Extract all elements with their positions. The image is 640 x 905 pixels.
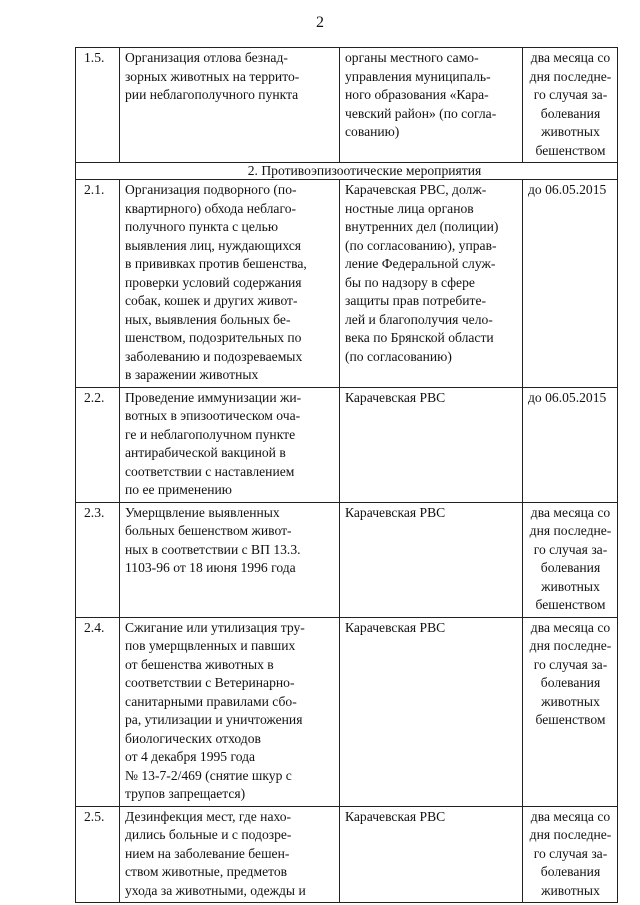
- table-row: [76, 387, 618, 502]
- action-cell: Умерщвление выявленных больных бешенством живот- ных в соответствии с ВП 13.3. 1103-96 от 18 июня 1996 года: [120, 502, 340, 617]
- action-cell: Организация подворного (по- квартирного) обхода неблаго- получного пункта с целью выявления лиц, нуждающихся в прививках против бешенства, проверки условий содержания собак, кошек и других живот- ных, выявления больных бе- шенством, подозрительных по заболеванию и подозреваемых в заражении животных: [120, 180, 340, 388]
- row-number: 1.5.: [76, 48, 120, 163]
- action-cell: Организация отлова безнад- зорных животных на террито- рии неблагополучного пункта: [120, 48, 340, 163]
- row-number: 2.3.: [76, 502, 120, 617]
- table-row: [76, 502, 618, 617]
- executor-cell: Карачевская РВС: [340, 502, 523, 617]
- executor-cell: Карачевская РВС: [340, 806, 523, 903]
- section-row: [76, 163, 618, 180]
- term-cell: два месяца со дня последне- го случая за- болевания животных бешенством: [523, 617, 618, 806]
- term-cell: до 06.05.2015: [523, 180, 618, 388]
- page-number: 2: [316, 14, 324, 31]
- executor-cell: органы местного само- управления муниципаль- ного образования «Кара- чевский район» (по согла- сованию): [340, 48, 523, 163]
- action-cell: Проведение иммунизации жи- вотных в эпизоотическом оча- ге и неблагополучном пункте антирабической вакциной в соответствии с наставлением по ее применению: [120, 387, 340, 502]
- measures-table: [75, 47, 618, 903]
- table-row: [76, 180, 618, 388]
- term-cell: два месяца со дня последне- го случая за- болевания животных бешенством: [523, 502, 618, 617]
- term-cell: два месяца со дня последне- го случая за- болевания животных: [523, 806, 618, 903]
- action-cell: Сжигание или утилизация тру- пов умерщвленных и павших от бешенства животных в соответствии с Ветеринарно- санитарными правилами сбо- ра, утилизации и уничтожения биологических отходов от 4 декабря 1995 года № 13-7-2/469 (снятие шкур с трупов запрещается): [120, 617, 340, 806]
- table-row: [76, 806, 618, 903]
- executor-cell: Карачевская РВС: [340, 387, 523, 502]
- table-row: [76, 617, 618, 806]
- term-cell: два месяца со дня последне- го случая за- болевания животных бешенством: [523, 48, 618, 163]
- term-cell: до 06.05.2015: [523, 387, 618, 502]
- row-number: 2.5.: [76, 806, 120, 903]
- section-title: 2. Противоэпизоотические мероприятия: [76, 163, 618, 180]
- action-cell: Дезинфекция мест, где нахо- дились больные и с подозре- нием на заболевание бешен- ством животные, предметов ухода за животными, одежды и: [120, 806, 340, 903]
- executor-cell: Карачевская РВС: [340, 617, 523, 806]
- row-number: 2.4.: [76, 617, 120, 806]
- table-row: [76, 48, 618, 163]
- executor-cell: Карачевская РВС, долж- ностные лица органов внутренних дел (полиции) (по согласованию), управ- ление Федеральной служ- бы по надзору в сфере защиты прав потребите- лей и благополучия чело- века по Брянской области (по согласованию): [340, 180, 523, 388]
- row-number: 2.2.: [76, 387, 120, 502]
- row-number: 2.1.: [76, 180, 120, 388]
